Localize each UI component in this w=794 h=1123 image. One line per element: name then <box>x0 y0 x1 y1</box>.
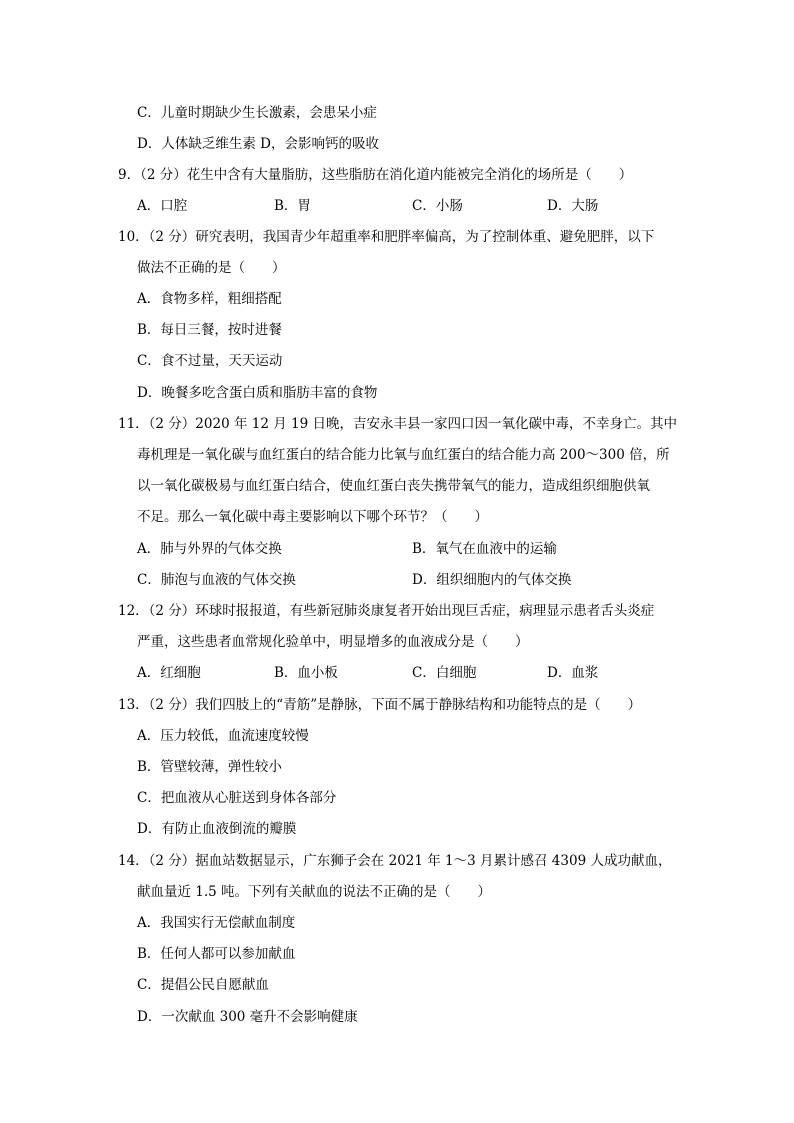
q10-option-b: B．每日三餐，按时进餐 <box>137 322 282 338</box>
q10-stem-line2: 做法不正确的是（ ） <box>137 260 286 276</box>
q11-stem-line1: 11．（2 分）2020 年 12 月 19 日晚，吉安永丰县一家四口因一氧化碳中毒，不幸身亡。其中 <box>118 416 677 432</box>
q14-option-c: C．提倡公民自愿献血 <box>137 977 269 993</box>
q11-option-a: A．肺与外界的气体交换 <box>137 541 282 557</box>
q11-option-b: B．氧气在血液中的运输 <box>412 541 557 557</box>
q14-option-d: D．一次献血 300 毫升不会影响健康 <box>137 1009 358 1025</box>
q9-option-a: A．口腔 <box>137 198 188 214</box>
q14-option-b: B．任何人都可以参加献血 <box>137 946 296 962</box>
q13-option-a: A．压力较低，血流速度较慢 <box>137 728 309 744</box>
q12-option-b: B．血小板 <box>274 665 338 681</box>
q13-option-b: B．管壁较薄，弹性较小 <box>137 759 282 775</box>
q9-option-d: D．大肠 <box>547 198 599 214</box>
q12-option-c: C．白细胞 <box>412 665 477 681</box>
q8-option-c: C．儿童时期缺少生长激素，会患呆小症 <box>137 105 377 121</box>
q12-option-d: D．血浆 <box>547 665 599 681</box>
q13-option-d: D．有防止血液倒流的瓣膜 <box>137 821 297 837</box>
q11-option-c: C．肺泡与血液的气体交换 <box>137 572 296 588</box>
q11-stem-line2: 毒机理是一氧化碳与血红蛋白的结合能力比氧与血红蛋白的结合能力高 200～300 倍，所 <box>137 447 670 463</box>
q9-option-b: B．胃 <box>274 198 311 214</box>
q9-stem: 9．（2 分）花生中含有大量脂肪，这些脂肪在消化道内能被完全消化的场所是（ ） <box>118 167 633 183</box>
q10-stem-line1: 10．（2 分）研究表明，我国青少年超重率和肥胖率偏高，为了控制体重、避免肥胖，以下 <box>118 229 655 245</box>
q9-option-c: C．小肠 <box>412 198 463 214</box>
q11-option-d: D．组织细胞内的气体交换 <box>412 572 572 588</box>
q12-option-a: A．红细胞 <box>137 665 201 681</box>
q14-stem-line1: 14．（2 分）据血站数据显示，广东狮子会在 2021 年 1～3 月累计感召 4309 人成功献血， <box>118 853 672 869</box>
q13-option-c: C．把血液从心脏送到身体各部分 <box>137 790 337 806</box>
q8-option-d: D．人体缺乏维生素 D，会影响钙的吸收 <box>137 136 379 152</box>
q10-option-c: C．食不过量，天天运动 <box>137 353 283 369</box>
q14-stem-line2: 献血量近 1.5 吨。下列有关献血的说法不正确的是（ ） <box>137 884 492 900</box>
q10-option-d: D．晚餐多吃含蛋白质和脂肪丰富的食物 <box>137 385 378 401</box>
q12-stem-line2: 严重，这些患者血常规化验单中，明显增多的血液成分是（ ） <box>137 634 529 650</box>
q14-option-a: A．我国实行无偿献血制度 <box>137 915 296 931</box>
q10-option-a: A．食物多样，粗细搭配 <box>137 291 282 307</box>
q11-stem-line3: 以一氧化碳极易与血红蛋白结合，使血红蛋白丧失携带氧气的能力，造成组织细胞供氧 <box>137 478 650 494</box>
q13-stem: 13．（2 分）我们四肢上的“青筋”是静脉，下面不属于静脉结构和功能特点的是（ ） <box>118 697 642 713</box>
q12-stem-line1: 12．（2 分）环球时报报道，有些新冠肺炎康复者开始出现巨舌症，病理显示患者舌头炎症 <box>118 603 655 619</box>
q11-stem-line4: 不足。那么一氧化碳中毒主要影响以下哪个环节？（ ） <box>137 509 488 525</box>
